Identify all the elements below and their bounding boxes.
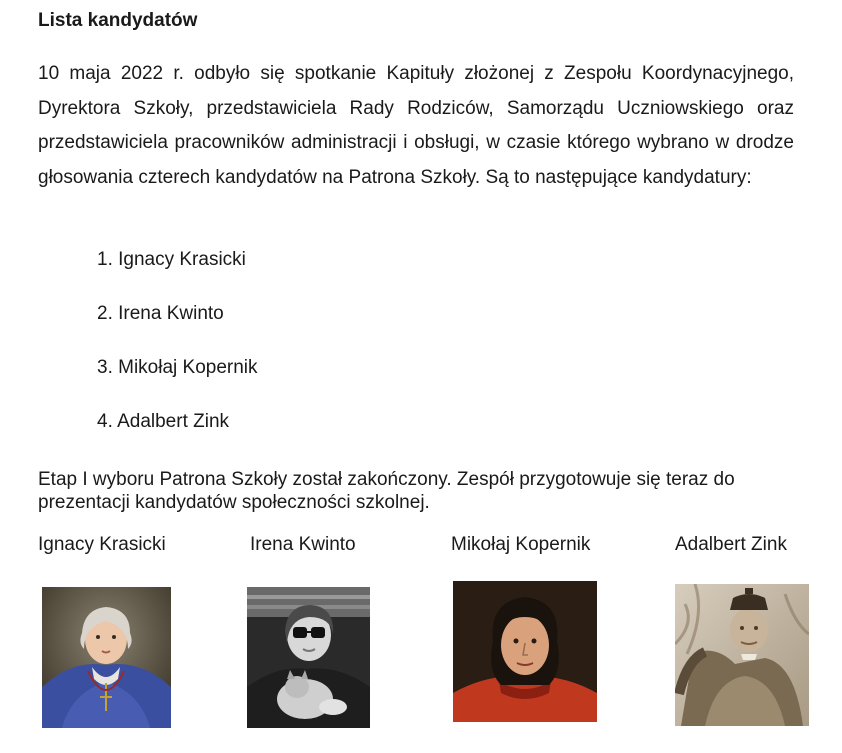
- candidate-caption-zink: Adalbert Zink: [675, 534, 787, 555]
- candidate-caption-kopernik: Mikołaj Kopernik: [451, 534, 591, 555]
- candidate-list-item: 1. Ignacy Krasicki: [97, 249, 246, 270]
- closing-paragraph: Etap I wyboru Patrona Szkoły został zakończony. Zespół przygotowuje się teraz do prezentacji kandydatów społeczności szkolnej.: [38, 469, 735, 513]
- portrait-krasicki-image: [42, 587, 171, 728]
- portrait-kwinto-image: [247, 587, 370, 728]
- candidate-list-item: 3. Mikołaj Kopernik: [97, 357, 258, 378]
- intro-paragraph: 10 maja 2022 r. odbyło się spotkanie Kapituły złożonej z Zespołu Koordynacyjnego, Dyrektora Szkoły, przedstawiciela Rady Rodziców, Samorządu Uczniowskiego oraz przedstawiciela pracowników administracji i obsługi, w czasie którego wybrano w drodze głosowania czterech kandydatów na Patrona Szkoły. Są to następujące kandydatury:: [38, 63, 794, 188]
- portrait-zink-image: [675, 584, 809, 726]
- candidate-caption-krasicki: Ignacy Krasicki: [38, 534, 166, 555]
- candidate-list-item: 4. Adalbert Zink: [97, 411, 230, 432]
- candidate-list-item: 2. Irena Kwinto: [97, 303, 224, 324]
- candidate-caption-kwinto: Irena Kwinto: [250, 534, 356, 555]
- page-heading: Lista kandydatów: [38, 10, 198, 31]
- portrait-kopernik-image: [453, 581, 597, 722]
